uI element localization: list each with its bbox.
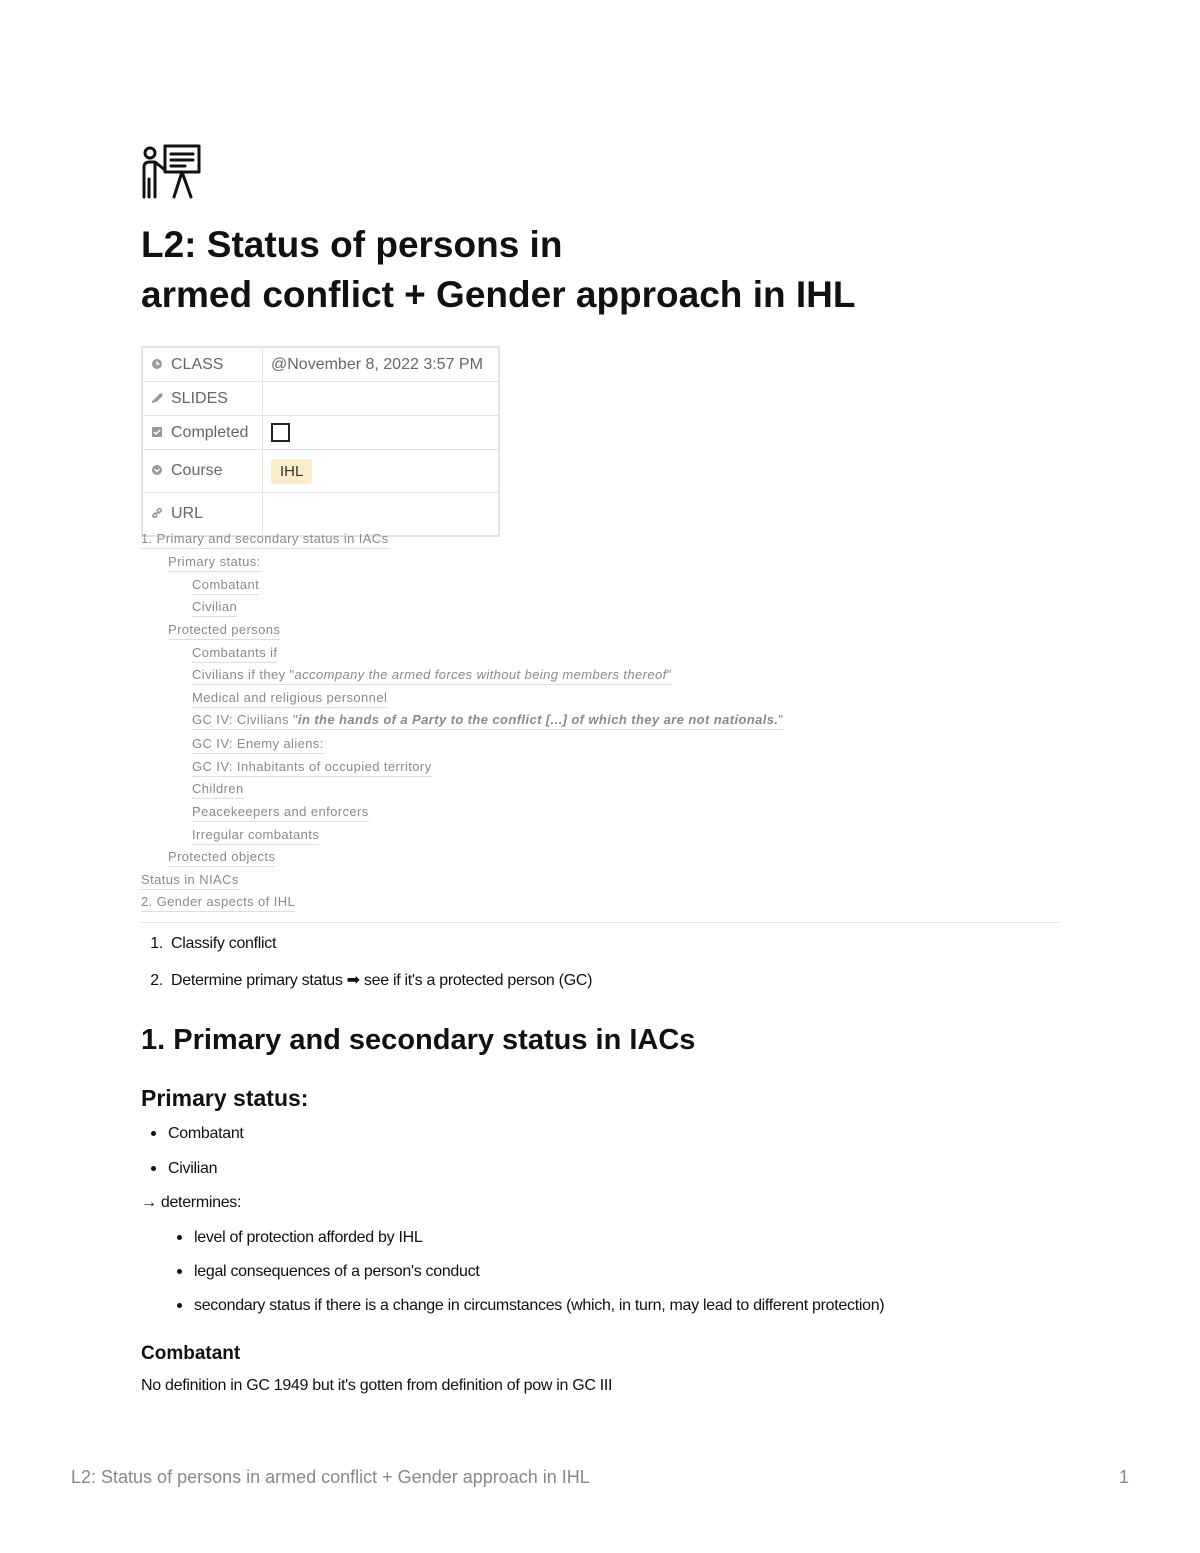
property-row-course: [142, 450, 499, 493]
page-title-line-2: armed conflict + Gender approach in IHL: [141, 274, 856, 315]
paragraph: No definition in GC 1949 but it's gotten from definition of pow in GC III: [141, 1377, 613, 1394]
arrow-right-icon: →: [141, 1194, 157, 1211]
page-title: [141, 220, 1081, 320]
property-row-slides: [142, 382, 499, 416]
toc-link[interactable]: Status in NIACs: [141, 872, 239, 890]
clock-icon: [151, 358, 163, 370]
property-row-completed: [142, 416, 499, 450]
toc-link[interactable]: Combatants if: [192, 645, 277, 663]
toc-link[interactable]: Combatant: [192, 577, 259, 595]
section-heading: 1. Primary and secondary status in IACs: [141, 1024, 696, 1056]
toc-link[interactable]: Protected objects: [168, 849, 275, 867]
property-value-slides[interactable]: [263, 382, 500, 416]
toc-link[interactable]: GC IV: Enemy aliens:: [192, 736, 324, 754]
toc-link[interactable]: Civilians if they "accompany the armed forces without being members thereof": [192, 667, 672, 685]
link-icon: [151, 507, 163, 519]
toc-link[interactable]: Primary status:: [168, 554, 261, 572]
property-value-url[interactable]: [263, 493, 500, 537]
toc-link[interactable]: GC IV: Inhabitants of occupied territory: [192, 759, 432, 777]
toc-link[interactable]: Children: [192, 781, 244, 799]
list-item: 1. Classify conflict: [150, 935, 277, 952]
property-label: SLIDES: [171, 389, 228, 407]
toc-link[interactable]: Civilian: [192, 599, 237, 617]
property-row-class: [142, 347, 499, 382]
attachment-icon: [151, 392, 163, 404]
page-number: 1: [1118, 1467, 1129, 1487]
property-label: URL: [171, 505, 204, 522]
toc-link[interactable]: Irregular combatants: [192, 827, 319, 845]
list-item: secondary status if there is a change in circumstances (which, in turn, may lead to different protection): [177, 1297, 884, 1315]
toc-link[interactable]: Peacekeepers and enforcers: [192, 804, 369, 822]
completed-checkbox[interactable]: [271, 423, 290, 442]
list-item: level of protection afforded by IHL: [177, 1229, 422, 1247]
toc-link[interactable]: Medical and religious personnel: [192, 690, 387, 708]
subsection-heading: Primary status:: [141, 1085, 309, 1111]
list-item: legal consequences of a person's conduct: [177, 1263, 479, 1281]
property-row-url: [142, 493, 499, 537]
determines-line: → determines:: [141, 1194, 242, 1211]
properties-table: [141, 346, 500, 537]
list-item: Civilian: [151, 1160, 217, 1178]
property-label: CLASS: [171, 355, 224, 373]
toc-link[interactable]: 2. Gender aspects of IHL: [141, 894, 295, 912]
subsection-heading: Combatant: [141, 1343, 241, 1364]
property-label: Completed: [171, 423, 249, 441]
page-title-line-1: L2: Status of persons in: [141, 224, 563, 265]
property-value-class[interactable]: @November 8, 2022 3:57 PM: [263, 347, 500, 382]
checkbox-property-icon: [151, 426, 163, 438]
toc-link[interactable]: GC IV: Civilians "in the hands of a Party to the conflict [...] of which they are not nationals.": [192, 712, 783, 730]
select-icon: [151, 464, 163, 476]
divider: [141, 922, 1059, 923]
property-label: Course: [171, 462, 223, 479]
course-tag[interactable]: IHL: [271, 459, 312, 484]
list-item: Combatant: [151, 1125, 244, 1143]
toc-link[interactable]: 1. Primary and secondary status in IACs: [141, 531, 389, 549]
presentation-teacher-icon: [141, 143, 203, 199]
footer-title: L2: Status of persons in armed conflict + Gender approach in IHL: [71, 1467, 590, 1487]
toc-link[interactable]: Protected persons: [168, 622, 280, 640]
list-item: 2. Determine primary status ➡ see if it's a protected person (GC): [150, 972, 593, 989]
